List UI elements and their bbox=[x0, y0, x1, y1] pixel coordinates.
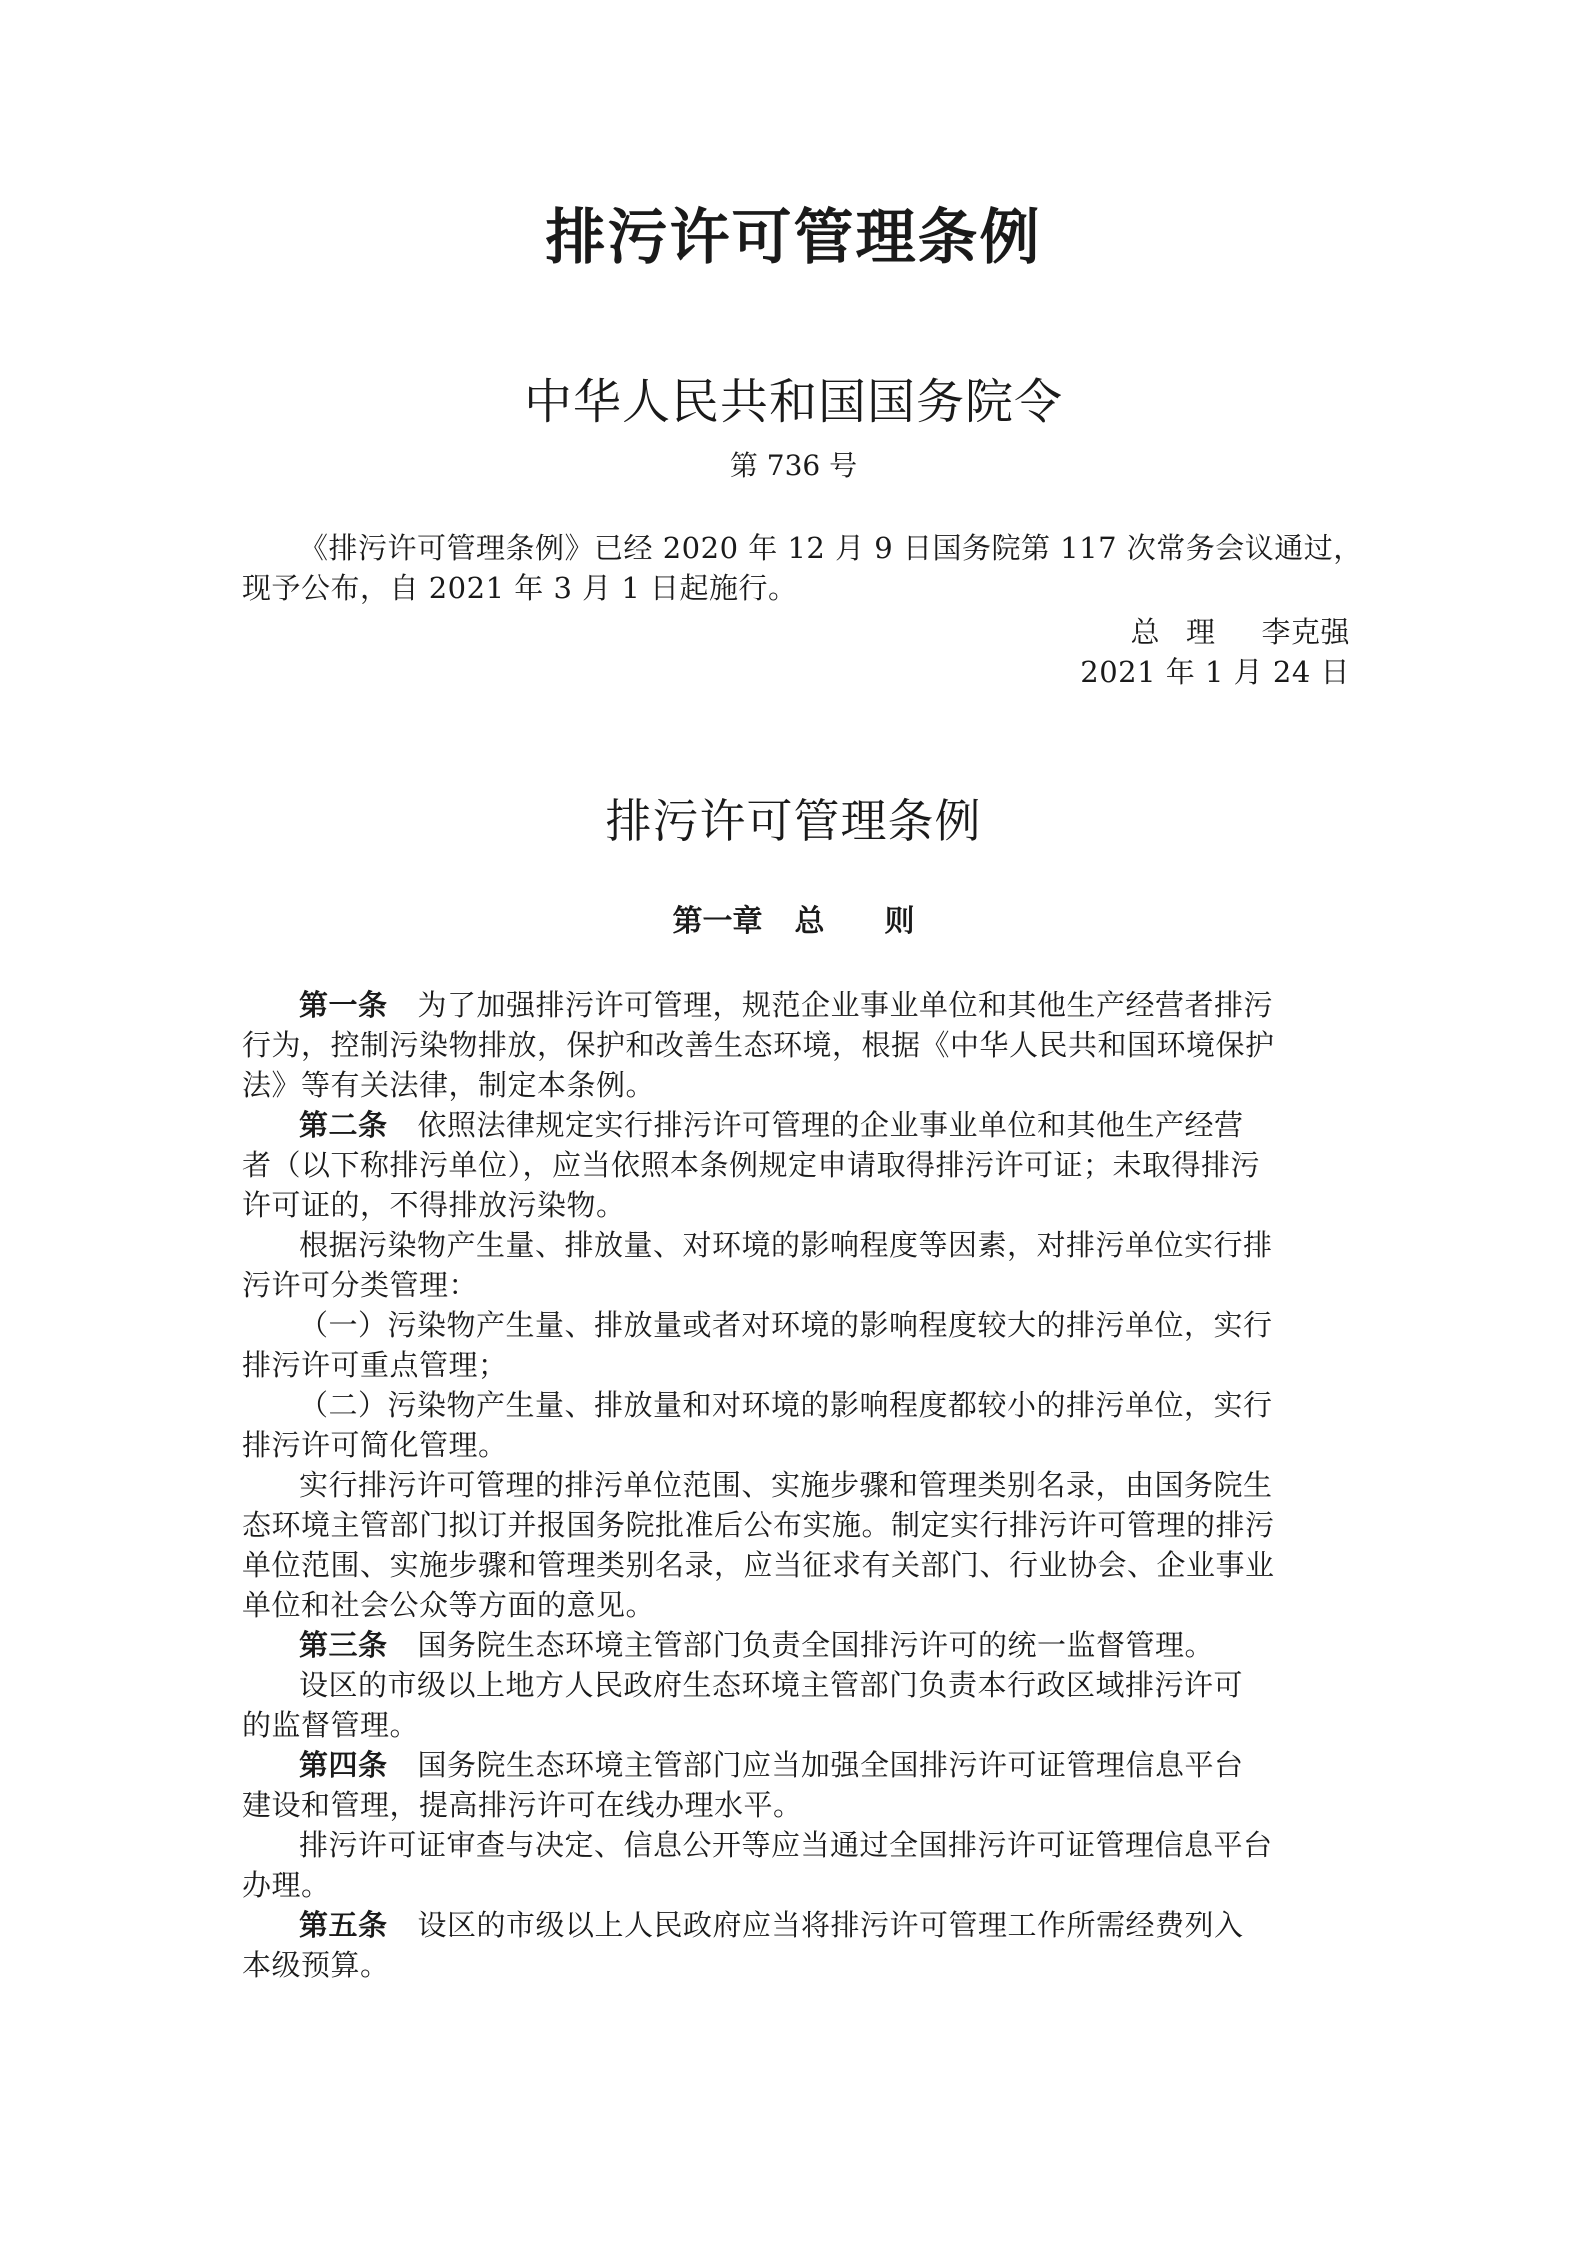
signatory-name: 李克强 bbox=[1261, 615, 1350, 649]
paragraph-line: 单位和社会公众等方面的意见。 bbox=[242, 1588, 656, 1622]
paragraph-line: 第二条 依照法律规定实行排污许可管理的企业事业单位和其他生产经营 bbox=[299, 1108, 1244, 1142]
paragraph-line: 单位范围、实施步骤和管理类别名录，应当征求有关部门、行业协会、企业事业 bbox=[242, 1548, 1275, 1582]
paragraph-line: 第五条 设区的市级以上人民政府应当将排污许可管理工作所需经费列入 bbox=[299, 1908, 1244, 1942]
paragraph-line: 第一条 为了加强排污许可管理，规范企业事业单位和其他生产经营者排污 bbox=[299, 988, 1274, 1022]
article-label: 第四条 bbox=[299, 1748, 388, 1782]
paragraph-line: 许可证的，不得排放污染物。 bbox=[242, 1188, 626, 1222]
paragraph-line: 排污许可简化管理。 bbox=[242, 1428, 508, 1462]
paragraph-line: 的监督管理。 bbox=[242, 1708, 420, 1742]
paragraph-line: 办理。 bbox=[242, 1868, 331, 1902]
article-label: 第三条 bbox=[299, 1628, 388, 1662]
paragraph-line: （一）污染物产生量、排放量或者对环境的影响程度较大的排污单位，实行 bbox=[299, 1308, 1273, 1342]
chapter-heading: 第一章 总 则 bbox=[672, 904, 915, 939]
paragraph bbox=[242, 1465, 1352, 1625]
paragraph-line: 排污许可证审查与决定、信息公开等应当通过全国排污许可证管理信息平台 bbox=[299, 1828, 1273, 1862]
signature-date: 2021 年 1 月 24 日 bbox=[1080, 655, 1350, 689]
signatory-title: 理 bbox=[1185, 615, 1216, 649]
paragraph-line: 实行排污许可管理的排污单位范围、实施步骤和管理类别名录，由国务院生 bbox=[299, 1468, 1273, 1502]
paragraph bbox=[242, 1225, 1352, 1305]
decree-title: 中华人民共和国国务院令 bbox=[523, 374, 1063, 430]
paragraph-line: 态环境主管部门拟订并报国务院批准后公布实施。制定实行排污许可管理的排污 bbox=[242, 1508, 1275, 1542]
article-label: 第五条 bbox=[299, 1908, 388, 1942]
paragraph bbox=[242, 1305, 1352, 1385]
article-paragraph bbox=[242, 1105, 1352, 1225]
decree-text-line: 《排污许可管理条例》已经 2020 年 12 月 9 日国务院第 117 次常务会议通过， bbox=[299, 531, 1363, 565]
regulation-title: 排污许可管理条例 bbox=[605, 794, 982, 848]
article-paragraph bbox=[242, 985, 1352, 1105]
paragraph-line: 本级预算。 bbox=[242, 1948, 390, 1982]
decree-text bbox=[242, 528, 1363, 608]
article-paragraph bbox=[242, 1625, 1352, 1665]
article-paragraph bbox=[242, 1745, 1352, 1825]
article-label: 第二条 bbox=[299, 1108, 388, 1142]
main-title: 排污许可管理条例 bbox=[545, 203, 1042, 273]
paragraph-line: 根据污染物产生量、排放量、对环境的影响程度等因素，对排污单位实行排 bbox=[299, 1228, 1273, 1262]
paragraph-line: 者（以下称排污单位），应当依照本条例规定申请取得排污许可证；未取得排污 bbox=[242, 1148, 1261, 1182]
paragraph bbox=[242, 1825, 1352, 1905]
articles-body bbox=[242, 985, 1352, 1985]
decree-text-line: 现予公布，自 2021 年 3 月 1 日起施行。 bbox=[242, 571, 798, 605]
paragraph-line: 建设和管理，提高排污许可在线办理水平。 bbox=[242, 1788, 803, 1822]
paragraph-line: 第四条 国务院生态环境主管部门应当加强全国排污许可证管理信息平台 bbox=[299, 1748, 1244, 1782]
paragraph-line: 排污许可重点管理； bbox=[242, 1348, 508, 1382]
paragraph-line: （二）污染物产生量、排放量和对环境的影响程度都较小的排污单位，实行 bbox=[299, 1388, 1273, 1422]
paragraph-line: 污许可分类管理： bbox=[242, 1268, 479, 1302]
paragraph-line: 法》等有关法律，制定本条例。 bbox=[242, 1068, 656, 1102]
article-label: 第一条 bbox=[299, 988, 388, 1022]
signatory-title: 总 bbox=[1130, 615, 1160, 649]
paragraph-line: 行为，控制污染物排放，保护和改善生态环境，根据《中华人民共和国环境保护 bbox=[242, 1028, 1275, 1062]
article-paragraph bbox=[242, 1905, 1352, 1985]
decree-number: 第 736 号 bbox=[729, 449, 858, 482]
paragraph bbox=[242, 1665, 1352, 1745]
signatory bbox=[1130, 612, 1350, 652]
paragraph-line: 设区的市级以上地方人民政府生态环境主管部门负责本行政区域排污许可 bbox=[299, 1668, 1244, 1702]
paragraph-line: 第三条 国务院生态环境主管部门负责全国排污许可的统一监督管理。 bbox=[299, 1628, 1215, 1662]
paragraph bbox=[242, 1385, 1352, 1465]
